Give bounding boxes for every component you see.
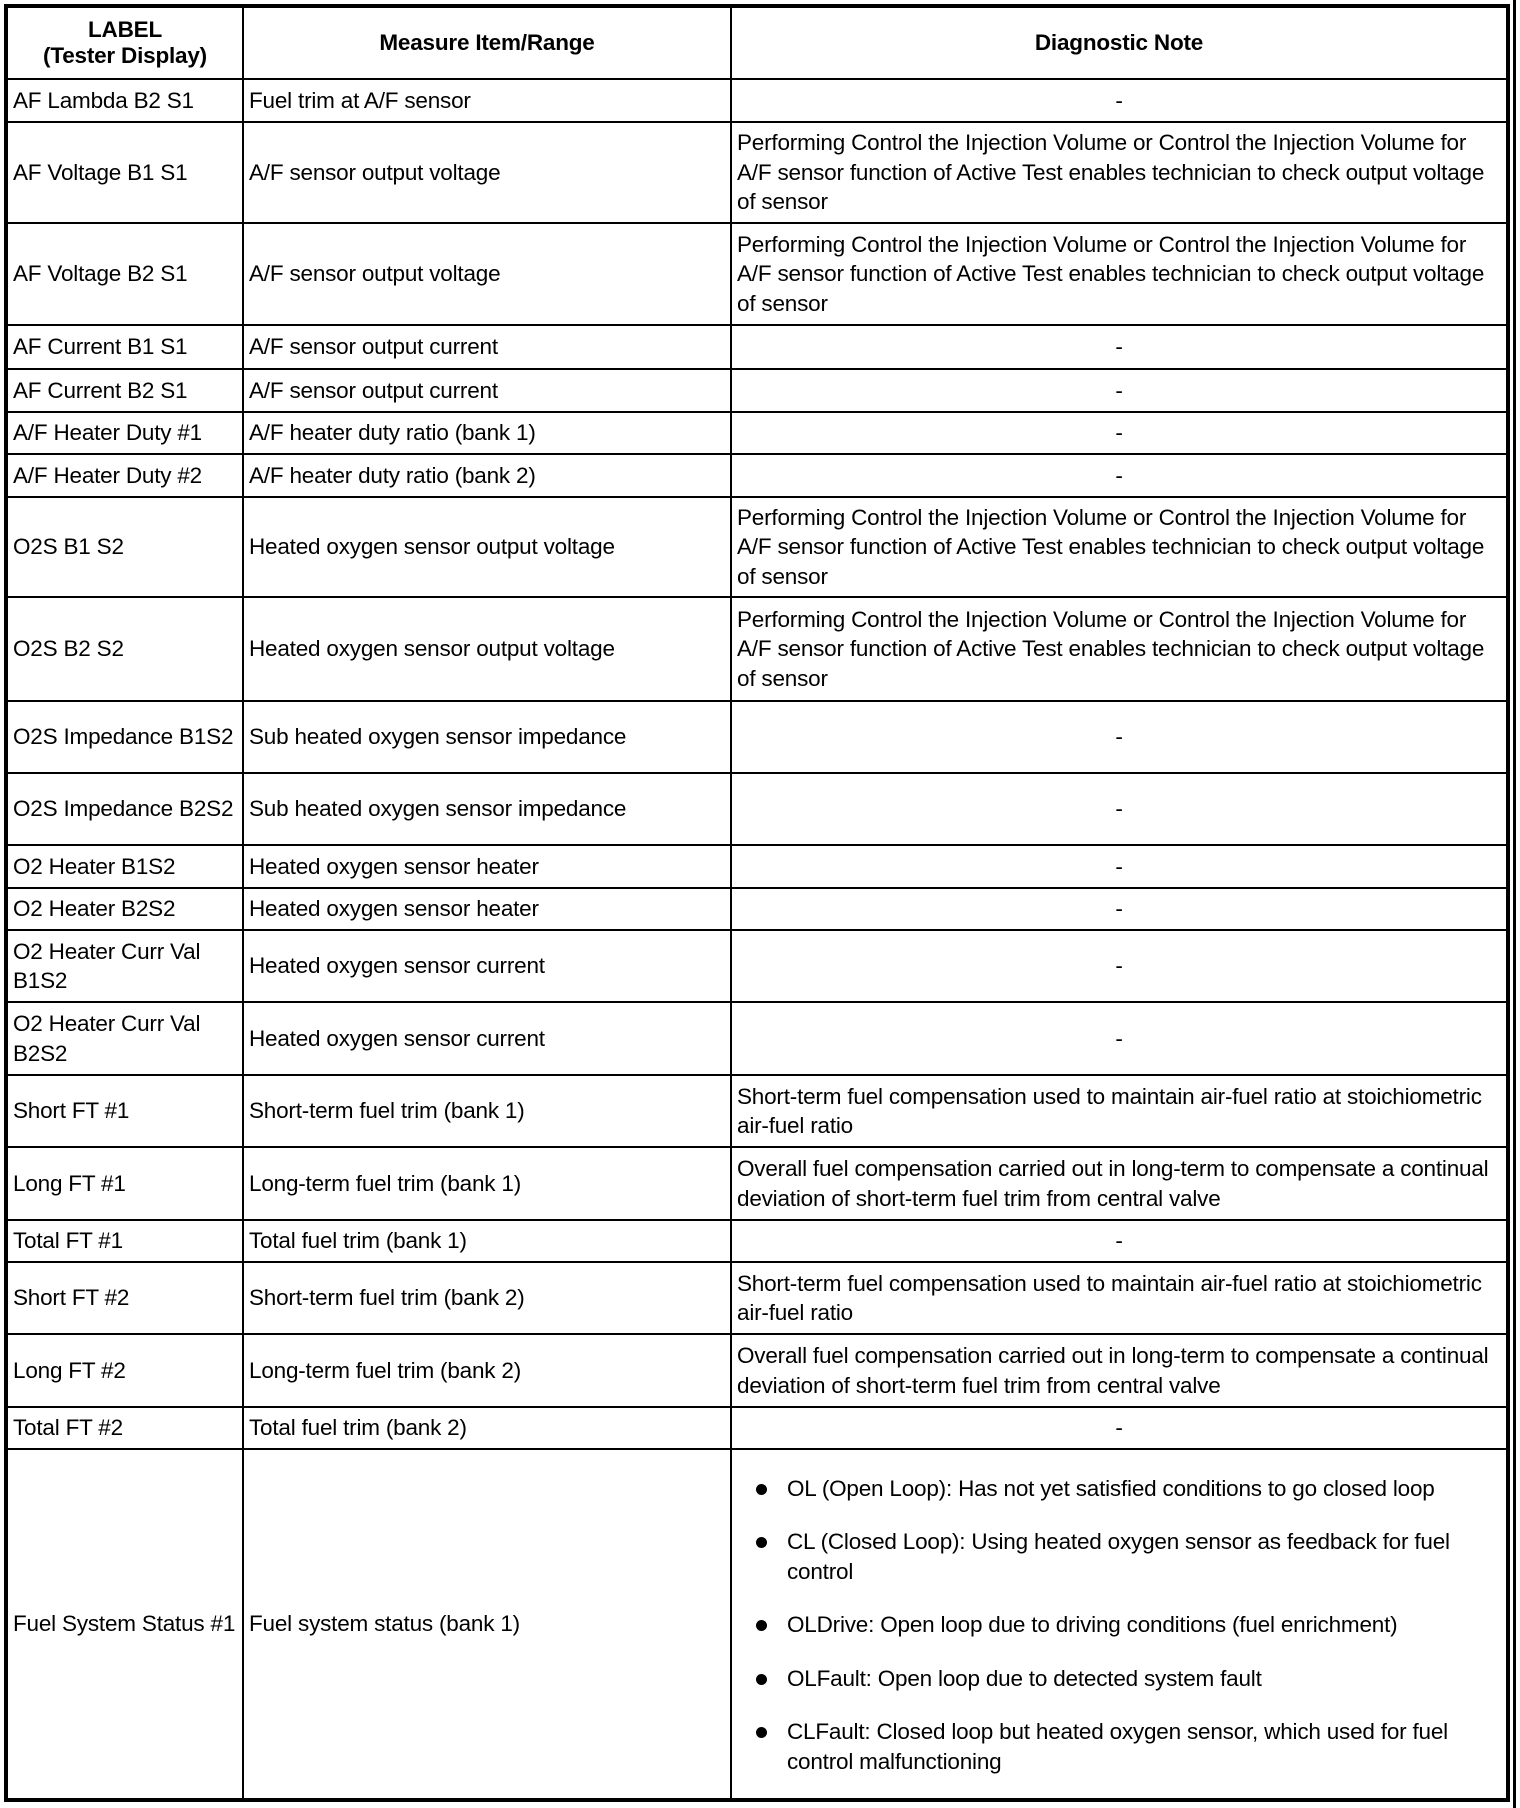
cell-label: Total FT #1 <box>6 1220 243 1262</box>
cell-label: AF Lambda B2 S1 <box>6 79 243 122</box>
fuel-status-text: CL (Closed Loop): Using heated oxygen sensor as feedback for fuel control <box>787 1529 1450 1584</box>
cell-label: O2 Heater Curr Val B1S2 <box>6 930 243 1002</box>
header-measure: Measure Item/Range <box>243 6 731 79</box>
fuel-status-text: CLFault: Closed loop but heated oxygen sensor, which used for fuel control malfunctioning <box>787 1719 1448 1774</box>
cell-label: O2S Impedance B1S2 <box>6 701 243 773</box>
cell-label: Short FT #1 <box>6 1075 243 1147</box>
table-row <box>6 1147 1508 1220</box>
table-row <box>6 773 1508 845</box>
cell-measure: A/F sensor output current <box>243 325 731 369</box>
cell-measure: Heated oxygen sensor current <box>243 930 731 1002</box>
cell-note: - <box>731 369 1508 412</box>
cell-measure: Heated oxygen sensor output voltage <box>243 497 731 597</box>
cell-label: Total FT #2 <box>6 1407 243 1449</box>
cell-note: - <box>731 888 1508 930</box>
cell-label: O2 Heater B1S2 <box>6 845 243 888</box>
bullet-icon <box>756 1620 767 1631</box>
cell-measure: A/F sensor output voltage <box>243 122 731 223</box>
table-body <box>6 79 1508 1449</box>
header-label <box>6 6 243 79</box>
diagnostic-data-table <box>4 4 1510 1802</box>
cell-measure: Fuel system status (bank 1) <box>243 1449 731 1800</box>
cell-note: - <box>731 773 1508 845</box>
cell-note: - <box>731 1002 1508 1075</box>
cell-label: AF Voltage B2 S1 <box>6 223 243 325</box>
cell-label: Short FT #2 <box>6 1262 243 1334</box>
cell-measure: Total fuel trim (bank 2) <box>243 1407 731 1449</box>
cell-note: Performing Control the Injection Volume or Control the Injection Volume for A/F sensor function of Active Test enables technician to check output voltage of sensor <box>731 497 1508 597</box>
table-row-fuel-system-status <box>6 1449 1508 1800</box>
cell-measure: A/F sensor output current <box>243 369 731 412</box>
cell-label: AF Voltage B1 S1 <box>6 122 243 223</box>
table-row <box>6 1220 1508 1262</box>
table-row <box>6 845 1508 888</box>
cell-label: AF Current B2 S1 <box>6 369 243 412</box>
bullet-icon <box>756 1727 767 1738</box>
table-row <box>6 1262 1508 1334</box>
table-row <box>6 497 1508 597</box>
cell-label: AF Current B1 S1 <box>6 325 243 369</box>
fuel-status-text: OLDrive: Open loop due to driving conditions (fuel enrichment) <box>787 1612 1398 1638</box>
table-row <box>6 1407 1508 1449</box>
cell-note: Overall fuel compensation carried out in long-term to compensate a continual deviation of short-term fuel trim from central valve <box>731 1334 1508 1407</box>
cell-label: A/F Heater Duty #1 <box>6 412 243 454</box>
cell-note: - <box>731 412 1508 454</box>
header-row <box>6 6 1508 79</box>
cell-label: O2S B2 S2 <box>6 597 243 701</box>
table-row <box>6 454 1508 497</box>
fuel-status-item <box>737 1610 1501 1640</box>
fuel-status-item <box>737 1527 1501 1586</box>
table-row <box>6 325 1508 369</box>
cell-measure: Sub heated oxygen sensor impedance <box>243 701 731 773</box>
cell-note: Short-term fuel compensation used to maintain air-fuel ratio at stoichiometric air-fuel ratio <box>731 1075 1508 1147</box>
fuel-status-list <box>737 1468 1501 1781</box>
cell-measure: A/F heater duty ratio (bank 1) <box>243 412 731 454</box>
fuel-status-item <box>737 1474 1501 1504</box>
cell-note: - <box>731 1407 1508 1449</box>
cell-label: Long FT #2 <box>6 1334 243 1407</box>
table-row <box>6 369 1508 412</box>
cell-note: Performing Control the Injection Volume or Control the Injection Volume for A/F sensor function of Active Test enables technician to check output voltage of sensor <box>731 597 1508 701</box>
bullet-icon <box>756 1537 767 1548</box>
table-row <box>6 701 1508 773</box>
fuel-status-text: OL (Open Loop): Has not yet satisfied conditions to go closed loop <box>787 1475 1435 1501</box>
cell-measure: A/F sensor output voltage <box>243 223 731 325</box>
fuel-status-item <box>737 1664 1501 1694</box>
table-row <box>6 1334 1508 1407</box>
table-row <box>6 597 1508 701</box>
cell-note: - <box>731 701 1508 773</box>
table-row <box>6 412 1508 454</box>
cell-note: - <box>731 79 1508 122</box>
cell-note: Performing Control the Injection Volume or Control the Injection Volume for A/F sensor function of Active Test enables technician to check output voltage of sensor <box>731 122 1508 223</box>
cell-note: - <box>731 325 1508 369</box>
cell-measure: Short-term fuel trim (bank 1) <box>243 1075 731 1147</box>
table-row <box>6 122 1508 223</box>
cell-label: O2 Heater B2S2 <box>6 888 243 930</box>
cell-label: O2 Heater Curr Val B2S2 <box>6 1002 243 1075</box>
cell-measure: Heated oxygen sensor current <box>243 1002 731 1075</box>
cell-measure: Long-term fuel trim (bank 2) <box>243 1334 731 1407</box>
header-label-line2: (Tester Display) <box>43 43 207 68</box>
cell-label: Long FT #1 <box>6 1147 243 1220</box>
bullet-icon <box>756 1484 767 1495</box>
cell-note: Performing Control the Injection Volume or Control the Injection Volume for A/F sensor function of Active Test enables technician to check output voltage of sensor <box>731 223 1508 325</box>
table-row <box>6 930 1508 1002</box>
page-edge-line <box>1513 0 1516 1808</box>
cell-measure: A/F heater duty ratio (bank 2) <box>243 454 731 497</box>
fuel-status-item <box>737 1717 1501 1776</box>
cell-measure: Fuel trim at A/F sensor <box>243 79 731 122</box>
cell-measure: Heated oxygen sensor heater <box>243 845 731 888</box>
cell-measure: Short-term fuel trim (bank 2) <box>243 1262 731 1334</box>
cell-note: - <box>731 1220 1508 1262</box>
cell-measure: Sub heated oxygen sensor impedance <box>243 773 731 845</box>
header-note: Diagnostic Note <box>731 6 1508 79</box>
table-row <box>6 1002 1508 1075</box>
bullet-icon <box>756 1674 767 1685</box>
cell-measure: Heated oxygen sensor output voltage <box>243 597 731 701</box>
cell-label: O2S B1 S2 <box>6 497 243 597</box>
table-row <box>6 1075 1508 1147</box>
cell-note: Overall fuel compensation carried out in long-term to compensate a continual deviation of short-term fuel trim from central valve <box>731 1147 1508 1220</box>
table-row <box>6 223 1508 325</box>
cell-note: - <box>731 845 1508 888</box>
header-label-line1: LABEL <box>88 17 162 42</box>
cell-note: Short-term fuel compensation used to maintain air-fuel ratio at stoichiometric air-fuel ratio <box>731 1262 1508 1334</box>
cell-note: - <box>731 930 1508 1002</box>
cell-measure: Long-term fuel trim (bank 1) <box>243 1147 731 1220</box>
cell-measure: Total fuel trim (bank 1) <box>243 1220 731 1262</box>
cell-label: A/F Heater Duty #2 <box>6 454 243 497</box>
cell-label: O2S Impedance B2S2 <box>6 773 243 845</box>
table-row <box>6 79 1508 122</box>
cell-note: - <box>731 454 1508 497</box>
fuel-status-text: OLFault: Open loop due to detected system fault <box>787 1665 1262 1691</box>
cell-label: Fuel System Status #1 <box>6 1449 243 1800</box>
cell-measure: Heated oxygen sensor heater <box>243 888 731 930</box>
table-row <box>6 888 1508 930</box>
cell-note <box>731 1449 1508 1800</box>
